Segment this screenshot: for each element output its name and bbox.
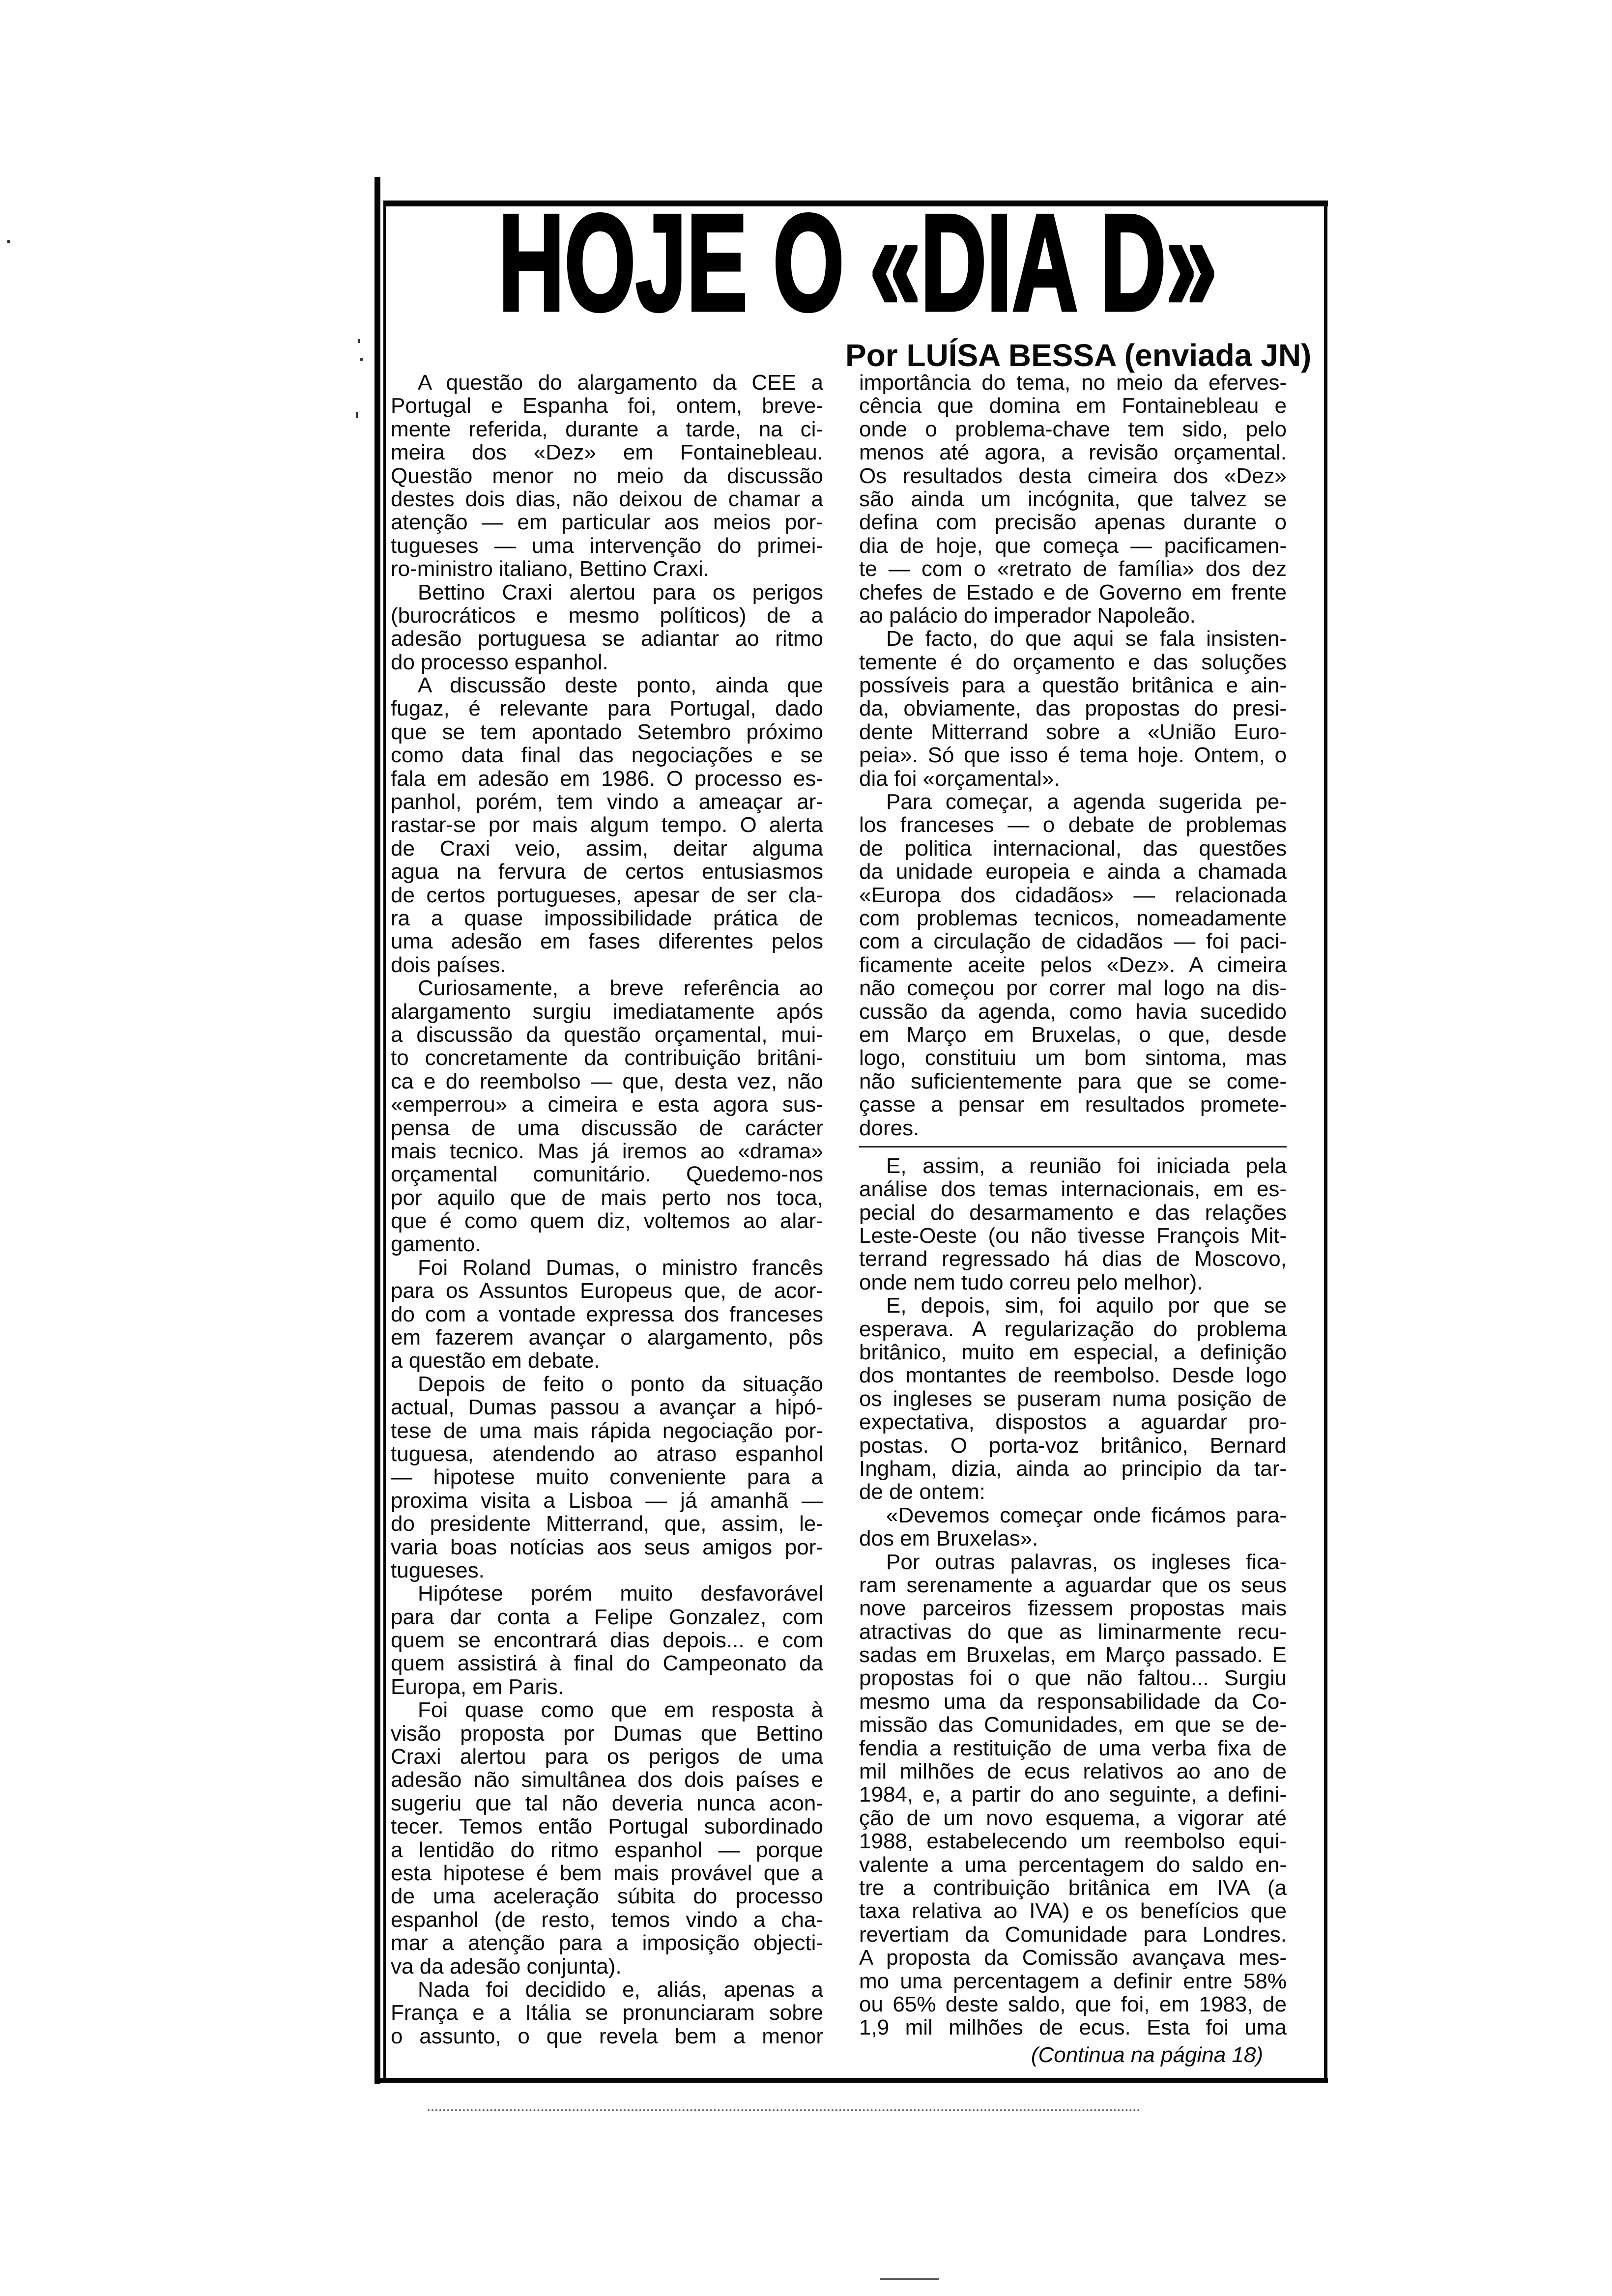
article-text-line: E, assim, a reunião foi iniciada pela	[886, 1154, 1287, 1178]
article-text-line: de Craxi veio, assim, deitar alguma	[391, 836, 823, 861]
article-text-line: meira dos «Dez» em Fontainebleau.	[391, 441, 823, 464]
article-text-line: (burocráticos e mesmo políticos) de a	[391, 603, 823, 628]
article-text-line: gamento.	[391, 1233, 481, 1256]
article-text-line: Para começar, a agenda sugerida pe-	[886, 790, 1287, 814]
article-text-line: onde o problema-chave tem sido, pelo	[859, 417, 1287, 441]
article-paragraph	[391, 674, 823, 976]
article-text-line: ficamente aceite pelos «Dez». A cimeira	[859, 953, 1287, 977]
clipping-border-right	[1324, 201, 1327, 2083]
article-text-line: 1984, e, a partir do ano seguinte, a defini-	[859, 1783, 1287, 1807]
scan-noise-dash	[880, 2278, 939, 2280]
clipping-border-left-inner	[383, 201, 386, 2083]
article-text-line: quem se encontrará dias depois... e com	[391, 1629, 823, 1652]
article-text-line: dos em Bruxelas».	[859, 1527, 1038, 1550]
article-text-line: A discussão deste ponto, ainda que	[418, 674, 823, 697]
article-text-line: Por outras palavras, os ingleses fica-	[886, 1550, 1287, 1574]
article-text-line: Foi Roland Dumas, o ministro francês	[418, 1256, 823, 1280]
article-text-line: nove parceiros fizessem propostas mais	[859, 1597, 1287, 1620]
article-text-line: mais tecnico. Mas já iremos ao «drama»	[391, 1139, 823, 1163]
article-paragraph	[859, 790, 1287, 1140]
article-text-line: propostas foi o que não faltou... Surgiu	[859, 1666, 1287, 1690]
article-text-line: adesão portuguesa se adiantar ao ritmo	[391, 627, 823, 651]
article-text-line: Depois de feito o ponto da situação	[418, 1372, 823, 1396]
article-text-line: Craxi alertou para os perigos de uma	[391, 1745, 823, 1769]
article-text-line: tre a contribuição britânica em IVA (a	[859, 1876, 1287, 1900]
article-text-line: taxa relativa ao IVA) e os benefícios que	[859, 1899, 1287, 1923]
headline: HOJE O «DIA D»	[498, 186, 1217, 340]
scan-speck	[7, 240, 10, 243]
article-text-line: «Europa dos cidadãos» — relacionada	[859, 883, 1287, 907]
left-column	[391, 371, 823, 2052]
article-paragraph	[859, 1504, 1287, 1550]
article-text-line: logo, constituiu um bom sintoma, mas	[859, 1046, 1287, 1070]
article-text-line: esperava. A regularização do problema	[859, 1317, 1287, 1341]
article-text-line: não começou por correr mal logo na dis-	[859, 976, 1287, 1000]
article-text-line: temente é do orçamento e das soluções	[859, 650, 1287, 674]
article-text-line: de de ontem:	[859, 1480, 985, 1504]
article-text-line: da unidade europeia e ainda a chamada	[859, 860, 1287, 884]
article-text-line: com problemas tecnicos, nomeadamente	[859, 906, 1287, 930]
article-text-line: atractivas do que as liminarmente recu-	[859, 1620, 1287, 1644]
clipping-border-bottom	[374, 2078, 1328, 2083]
article-text-line: va da adesão conjunta).	[391, 1954, 622, 1978]
article-text-line: cência que domina em Fontainebleau e	[859, 394, 1287, 418]
article-paragraph	[859, 627, 1287, 790]
article-text-line: 1988, estabelecendo um reembolso equi-	[859, 1830, 1287, 1853]
article-text-line: dois países.	[391, 953, 506, 977]
article-text-line: quem assistirá à final do Campeonato da	[391, 1652, 823, 1675]
article-text-line: de politica internacional, das questões	[859, 836, 1287, 861]
article-text-line: missão das Comunidades, em que se de-	[859, 1713, 1287, 1737]
article-text-line: tese de uma mais rápida negociação por-	[391, 1419, 823, 1442]
article-text-line: ou 65% deste saldo, que foi, em 1983, de	[859, 1992, 1287, 2016]
article-text-line: dente Mitterrand sobre a «União Euro-	[859, 720, 1287, 744]
article-paragraph	[391, 1698, 823, 1978]
article-text-line: os ingleses se puseram numa posição de	[859, 1387, 1287, 1411]
article-text-line: ro-ministro italiano, Bettino Craxi.	[391, 557, 710, 581]
article-text-line: panhol, porém, tem vindo a ameaçar ar-	[391, 790, 823, 814]
article-text-line: E, depois, sim, foi aquilo por que se	[886, 1294, 1287, 1318]
article-text-line: pensa de uma discussão de carácter	[391, 1116, 823, 1140]
article-text-line: terrand regressado há dias de Moscovo,	[859, 1247, 1287, 1271]
article-text-line: Europa, em Paris.	[391, 1675, 564, 1699]
article-text-line: A questão do alargamento da CEE a	[418, 371, 823, 395]
article-text-line: Nada foi decidido e, aliás, apenas a	[418, 1978, 823, 2002]
article-text-line: a lentidão do ritmo espanhol — porque	[391, 1838, 823, 1862]
article-text-line: o assunto, o que revela bem a menor	[391, 2024, 823, 2048]
article-paragraph	[391, 1978, 823, 2048]
byline: Por LUÍSA BESSA (enviada JN)	[845, 338, 1312, 373]
clipping-border-left-outer	[374, 177, 380, 2084]
article-text-line: actual, Dumas passou a avançar a hipó-	[391, 1396, 823, 1419]
article-text-line: da, obviamente, das propostas do presi-	[859, 697, 1287, 720]
article-text-line: valente a uma percentagem do saldo en-	[859, 1853, 1287, 1876]
article-text-line: Os resultados desta cimeira dos «Dez»	[859, 464, 1287, 488]
article-text-line: ao palácio do imperador Napoleão.	[859, 603, 1196, 628]
article-text-line: são ainda um incógnita, que talvez se	[859, 487, 1287, 511]
article-text-line: espanhol (de resto, temos vindo a cha-	[391, 1908, 823, 1932]
right-column	[859, 371, 1287, 2042]
article-text-line: importância do tema, no meio da eferves-	[859, 371, 1287, 395]
article-text-line: fugaz, é relevante para Portugal, dado	[391, 697, 823, 720]
article-text-line: ram serenamente a aguardar que os seus	[859, 1573, 1287, 1597]
article-text-line: «Devemos começar onde ficámos para-	[886, 1503, 1287, 1527]
scan-speck	[360, 358, 363, 361]
article-text-line: — hipotese muito conveniente para a	[391, 1465, 823, 1489]
article-text-line: tecer. Temos então Portugal subordinado	[391, 1815, 823, 1838]
article-text-line: «emperrou» a cimeira e esta agora sus-	[391, 1093, 823, 1117]
article-text-line: mo uma percentagem a definir entre 58%	[859, 1969, 1287, 1993]
article-text-line: to concretamente da contribuição britâni-	[391, 1046, 823, 1070]
article-text-line: a discussão da questão orçamental, mui-	[391, 1023, 823, 1047]
article-text-line: peia». Só que isso é tema hoje. Ontem, o	[859, 744, 1287, 767]
scan-noise-line	[428, 2109, 1140, 2111]
article-paragraph	[391, 1582, 823, 1698]
article-text-line: ção de um novo esquema, a vigorar até	[859, 1806, 1287, 1830]
article-text-line: ca e do reembolso — que, desta vez, não	[391, 1069, 823, 1093]
article-text-line: dia de hoje, que começa — pacificamen-	[859, 534, 1287, 558]
article-text-line: tuguesa, atendendo ao atraso espanhol	[391, 1442, 823, 1466]
scan-speck	[358, 339, 360, 343]
article-text-line: do processo espanhol.	[391, 650, 608, 674]
article-text-line: mar a atenção para a imposição objecti-	[391, 1931, 823, 1955]
article-text-line: a questão em debate.	[391, 1349, 600, 1373]
article-paragraph	[391, 1256, 823, 1373]
article-text-line: em fazerem avançar o alargamento, pôs	[391, 1326, 823, 1349]
article-paragraph	[859, 1550, 1287, 2039]
article-text-line: sugeriu que tal não deveria nunca acon-	[391, 1791, 823, 1815]
article-text-line: Curiosamente, a breve referência ao	[418, 976, 823, 1000]
article-text-line: mesmo uma da responsabilidade da Co-	[859, 1690, 1287, 1714]
article-text-line: do presidente Mitterrand, que, assim, le-	[391, 1512, 823, 1536]
article-text-line: como data final das negociações e se	[391, 744, 823, 767]
article-text-line: França e a Itália se pronunciaram sobre	[391, 2001, 823, 2025]
article-paragraph	[391, 976, 823, 1256]
article-text-line: orçamental comunitário. Quedemo-nos	[391, 1163, 823, 1186]
article-text-line: A proposta da Comissão avançava mes-	[859, 1946, 1287, 1970]
article-text-line: para os Assuntos Europeus que, de acor-	[391, 1279, 823, 1303]
article-text-line: De facto, do que aqui se fala insisten-	[886, 627, 1287, 651]
continuation-note: (Continua na página 18)	[1031, 2043, 1263, 2067]
article-text-line: chefes de Estado e de Governo em frente	[859, 580, 1287, 604]
scan-speck	[356, 412, 358, 418]
article-text-line: mil milhões de ecus relativos ao ano de	[859, 1760, 1287, 1783]
article-text-line: dia foi «orçamental».	[859, 767, 1060, 791]
article-paragraph	[859, 1154, 1287, 1294]
article-text-line: possíveis para a questão britânica e ain-	[859, 674, 1287, 697]
article-text-line: visão proposta por Dumas que Bettino	[391, 1722, 823, 1746]
article-text-line: çasse a pensar em resultados promete-	[859, 1093, 1287, 1117]
article-text-line: fala em adesão em 1986. O processo es-	[391, 767, 823, 791]
article-text-line: não suficientemente para que se come-	[859, 1069, 1287, 1093]
article-paragraph	[391, 1373, 823, 1582]
article-text-line: Foi quase como que em resposta à	[418, 1698, 823, 1722]
article-text-line: cussão da agenda, como havia sucedido	[859, 1000, 1287, 1023]
article-text-line: te — com o «retrato de família» dos dez	[859, 557, 1287, 581]
article-text-line: britânico, muito em especial, a definição	[859, 1341, 1287, 1364]
article-text-line: de certos portugueses, apesar de ser cla-	[391, 883, 823, 907]
article-text-line: menos até agora, a revisão orçamental.	[859, 441, 1287, 464]
article-text-line: tugueses.	[391, 1558, 485, 1582]
article-paragraph	[859, 1294, 1287, 1504]
article-text-line: revertiam da Comunidade para Londres.	[859, 1923, 1287, 1947]
article-text-line: los franceses — o debate de problemas	[859, 813, 1287, 837]
pasteup-rule	[859, 1140, 1287, 1154]
article-text-line: de uma aceleração súbita do processo	[391, 1885, 823, 1908]
article-text-line: expectativa, dispostos a aguardar pro-	[859, 1410, 1287, 1434]
article-text-line: uma adesão em fases diferentes pelos	[391, 930, 823, 953]
article-text-line: que se tem apontado Setembro próximo	[391, 720, 823, 744]
article-text-line: agua na fervura de certos entusiasmos	[391, 860, 823, 884]
article-text-line: em Março em Bruxelas, o que, desde	[859, 1023, 1287, 1047]
article-text-line: varia boas notícias aos seus amigos por-	[391, 1535, 823, 1559]
article-text-line: onde nem tudo correu pelo melhor).	[859, 1270, 1203, 1294]
article-text-line: Questão menor no meio da discussão	[391, 464, 823, 488]
article-text-line: sadas em Bruxelas, em Março passado. E	[859, 1643, 1287, 1667]
article-text-line: Bettino Craxi alertou para os perigos	[418, 580, 823, 604]
article-text-line: 1,9 mil milhões de ecus. Esta foi uma	[859, 2016, 1287, 2039]
article-text-line: por aquilo que de mais perto nos toca,	[391, 1186, 823, 1210]
article-text-line: destes dois dias, não deixou de chamar a	[391, 487, 823, 511]
article-text-line: atenção — em particular aos meios por-	[391, 511, 823, 534]
article-text-line: proxima visita a Lisboa — já amanhã —	[391, 1489, 823, 1513]
article-text-line: Hipótese porém muito desfavorável	[418, 1582, 823, 1606]
article-text-line: tugueses — uma intervenção do primei-	[391, 534, 823, 558]
article-text-line: Leste-Oeste (ou não tivesse François Mit-	[859, 1224, 1287, 1248]
article-text-line: que é como quem diz, voltemos ao alar-	[391, 1209, 823, 1233]
article-text-line: dores.	[859, 1116, 920, 1140]
article-text-line: postas. O porta-voz britânico, Bernard	[859, 1434, 1287, 1457]
article-text-line: esta hipotese é bem mais provável que a	[391, 1862, 823, 1885]
article-paragraph	[859, 371, 1287, 627]
article-text-line: ra a quase impossibilidade prática de	[391, 906, 823, 930]
article-text-line: Ingham, dizia, ainda ao principio da tar-	[859, 1457, 1287, 1481]
article-text-line: alargamento surgiu imediatamente após	[391, 1000, 823, 1023]
article-text-line: pecial do desarmamento e das relações	[859, 1201, 1287, 1225]
article-text-line: dos montantes de reembolso. Desde logo	[859, 1364, 1287, 1387]
article-text-line: defina com precisão apenas durante o	[859, 511, 1287, 534]
article-text-line: Portugal e Espanha foi, ontem, breve-	[391, 394, 823, 418]
article-paragraph	[391, 581, 823, 674]
article-text-line: com a circulação de cidadãos — foi paci-	[859, 930, 1287, 953]
article-text-line: análise dos temas internacionais, em es-	[859, 1177, 1287, 1201]
article-text-line: mente referida, durante a tarde, na ci-	[391, 417, 823, 441]
article-text-line: adesão não simultânea dos dois países e	[391, 1768, 823, 1792]
article-text-line: do com a vontade expressa dos franceses	[391, 1302, 823, 1326]
article-text-line: fendia a restituição de uma verba fixa de	[859, 1736, 1287, 1760]
article-text-line: rastar-se por mais algum tempo. O alerta	[391, 813, 823, 837]
article-paragraph	[391, 371, 823, 581]
article-text-line: para dar conta a Felipe Gonzalez, com	[391, 1605, 823, 1629]
